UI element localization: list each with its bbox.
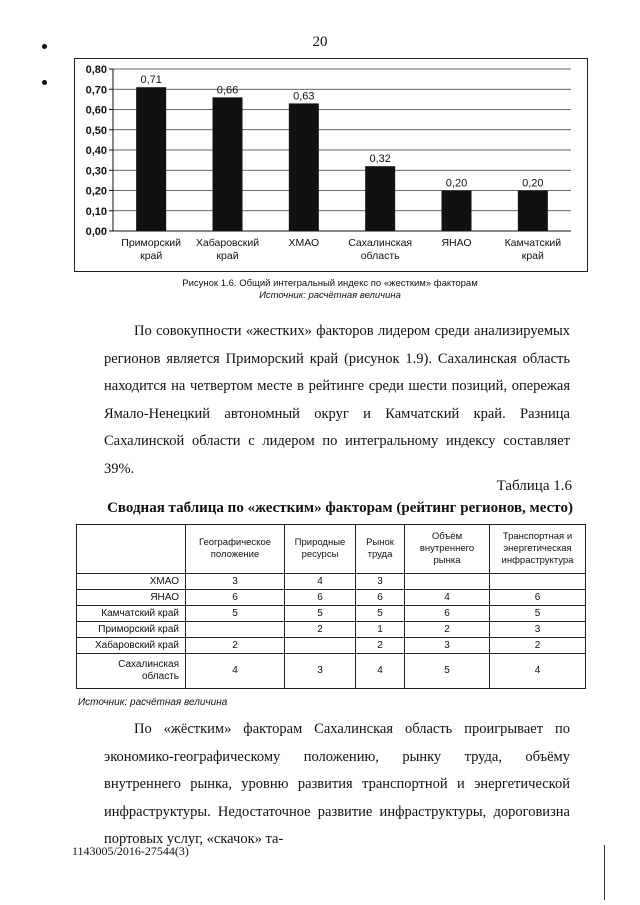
table-cell: 4	[405, 590, 490, 606]
bar	[213, 97, 243, 231]
table-cell: 4	[356, 654, 405, 689]
category-label: ХМАО	[288, 237, 320, 249]
category-label: ЯНАО	[441, 237, 472, 249]
summary-table	[76, 524, 586, 689]
page-number: 20	[312, 34, 328, 50]
table-row	[77, 574, 586, 590]
table-cell: 5	[186, 606, 285, 622]
table-cell: 2	[356, 638, 405, 654]
table-cell: 3	[490, 622, 586, 638]
table-cell: 5	[490, 606, 586, 622]
margin-bullet	[42, 44, 47, 49]
table-cell	[490, 574, 586, 590]
category-label: Камчатский	[504, 237, 562, 249]
table-header-cell	[77, 525, 186, 574]
table-cell: 1	[356, 622, 405, 638]
table-header-cell: Транспортная и энергетическая инфраструктура	[490, 525, 586, 574]
bar	[442, 191, 472, 232]
category-label: край	[521, 250, 544, 262]
table-header-cell: Рынок труда	[356, 525, 405, 574]
category-label: край	[140, 250, 163, 262]
bar	[518, 191, 548, 232]
table-label: Таблица 1.6	[496, 478, 572, 494]
table-cell: 2	[285, 622, 356, 638]
table-header-row	[77, 525, 586, 574]
table-cell: 3	[356, 574, 405, 590]
table-row	[77, 622, 586, 638]
table-cell: Приморский край	[77, 622, 186, 638]
table-cell: 5	[356, 606, 405, 622]
table-cell: 6	[356, 590, 405, 606]
category-label: край	[216, 250, 239, 262]
table-cell: 2	[490, 638, 586, 654]
table-cell: Сахалинская область	[77, 654, 186, 689]
y-tick-label: 0,30	[85, 165, 107, 178]
bar-chart	[74, 58, 588, 272]
bar-chart-svg	[75, 59, 587, 271]
table-cell	[186, 622, 285, 638]
y-tick-label: 0,20	[85, 185, 107, 198]
category-label: Сахалинская	[348, 237, 413, 249]
y-tick-label: 0,70	[85, 84, 107, 97]
table-cell: 6	[405, 606, 490, 622]
y-tick-label: 0,80	[85, 64, 107, 76]
table-cell: ЯНАО	[77, 590, 186, 606]
y-tick-label: 0,40	[85, 145, 107, 157]
table-cell: 6	[285, 590, 356, 606]
bar-value-label: 0,20	[445, 177, 468, 190]
bar-value-label: 0,66	[216, 84, 239, 97]
paragraph-1	[104, 318, 570, 483]
bar-value-label: 0,71	[140, 74, 162, 87]
table-cell: 4	[490, 654, 586, 689]
table-row	[77, 654, 586, 689]
category-label: Приморский	[121, 237, 182, 249]
y-tick-label: 0,50	[85, 124, 107, 137]
paragraph-2-text: По «жёстким» факторам Сахалинская область проигрывает по экономико-географическому положению, рынку труда, объёму внутреннего рынка, уровню развития транспортной и энергетической инфраструктуры. Недостаточное развитие инфраструктуры, дороговизна портовых услуг, «скачок» та-	[104, 721, 570, 847]
table-cell: 3	[186, 574, 285, 590]
paragraph-1-text: По совокупности «жестких» факторов лидером среди анализируемых регионов является Приморский край (рисунок 1.9). Сахалинская область находится на четвертом месте в рейтинге среди шести позиций, опережая Ямало-Ненецкий автономный округ и Камчатский край. Разница Сахалинской области с лидером по интегральному индексу составляет 39%.	[104, 323, 570, 477]
y-tick-label: 0,10	[85, 205, 107, 218]
bar-value-label: 0,32	[369, 153, 391, 166]
table-header-cell: Географическое положение	[186, 525, 285, 574]
margin-line	[604, 845, 605, 900]
table-cell: 4	[186, 654, 285, 689]
bar	[289, 103, 319, 231]
table-source: Источник: расчётная величина	[78, 697, 228, 708]
figure-caption: Рисунок 1.6. Общий интегральный индекс по «жестким» факторам	[182, 278, 478, 289]
category-label: Хабаровский	[195, 237, 260, 249]
y-tick-label: 0,60	[85, 104, 107, 117]
table-cell: ХМАО	[77, 574, 186, 590]
bar	[365, 166, 395, 231]
bar	[136, 87, 166, 231]
figure-source: Источник: расчётная величина	[259, 290, 401, 301]
table-cell: 2	[186, 638, 285, 654]
category-label: область	[360, 250, 400, 262]
table-cell	[405, 574, 490, 590]
table-cell: 2	[405, 622, 490, 638]
table-cell: 5	[285, 606, 356, 622]
table-row	[77, 590, 586, 606]
document-code: 1143005/2016-27544(3)	[72, 844, 189, 858]
table-title: Сводная таблица по «жестким» факторам (рейтинг регионов, место)	[107, 500, 573, 516]
table-row	[77, 606, 586, 622]
table-cell: 3	[405, 638, 490, 654]
table-cell: Хабаровский край	[77, 638, 186, 654]
table-cell: 4	[285, 574, 356, 590]
margin-bullet	[42, 80, 47, 85]
table-cell: 6	[186, 590, 285, 606]
table-header-cell: Природные ресурсы	[285, 525, 356, 574]
y-tick-label: 0,00	[85, 226, 107, 238]
table-cell: 3	[285, 654, 356, 689]
paragraph-2	[104, 716, 570, 854]
table-cell: 5	[405, 654, 490, 689]
bar-value-label: 0,63	[293, 90, 315, 103]
table-cell: 6	[490, 590, 586, 606]
table-cell: Камчатский край	[77, 606, 186, 622]
table-header-cell: Объём внутреннего рынка	[405, 525, 490, 574]
table-row	[77, 638, 586, 654]
bar-value-label: 0,20	[522, 177, 544, 190]
table-cell	[285, 638, 356, 654]
